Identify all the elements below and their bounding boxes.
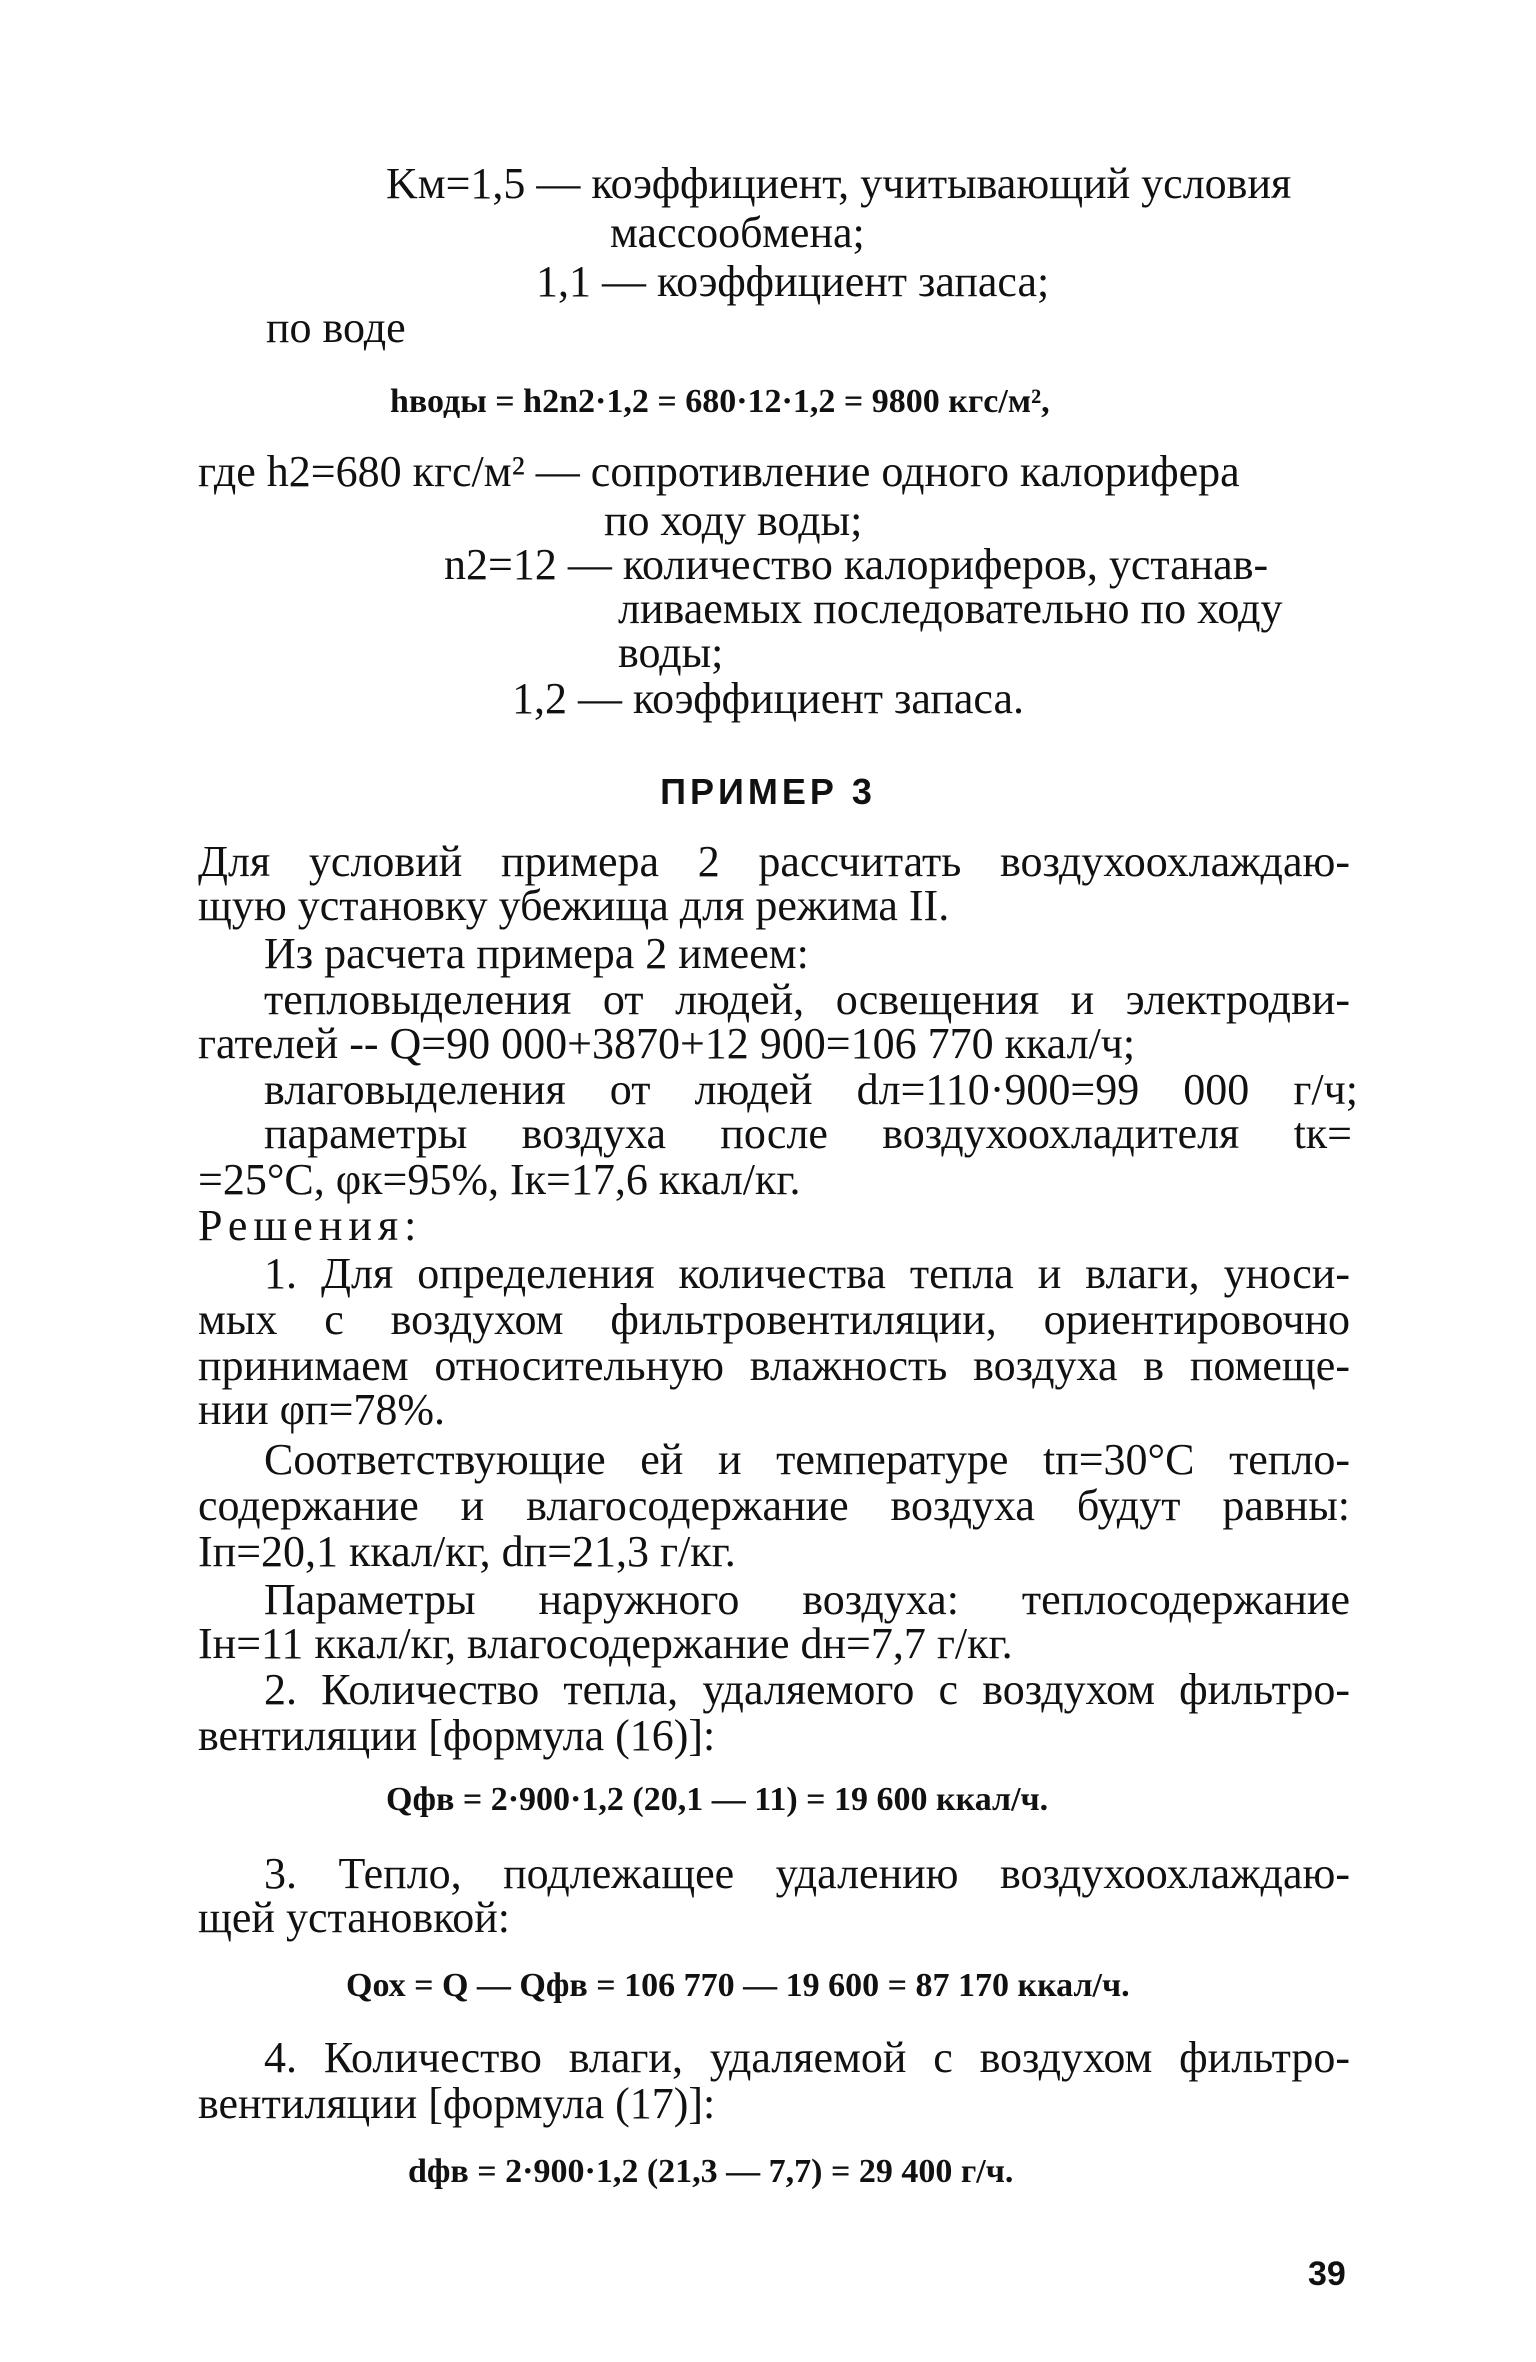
water-label: по воде xyxy=(266,303,406,352)
intro-line-2: щую установку убежища для режима II. xyxy=(198,881,950,930)
km-definition-continuation: массообмена; xyxy=(610,208,865,257)
step1-line-5: Соответствующие ей и температуре tп=30°C тепло- xyxy=(264,1435,1350,1484)
km-definition-line: Kм=1,5 — коэффициент, учитывающий условия xyxy=(386,159,1292,208)
step4-line-2: вентиляции [формула (17)]: xyxy=(198,2079,716,2128)
formula-moisture-filtration: dфв = 2·900·1,2 (21,3 — 7,7) = 29 400 г/ч. xyxy=(408,2153,1014,2190)
formula-heat-filtration: Qфв = 2·900·1,2 (20,1 — 11) = 19 600 ккал/ч. xyxy=(386,1781,1049,1818)
page-number: 39 xyxy=(1308,2255,1346,2293)
h2-definition-continuation: по ходу воды; xyxy=(604,496,863,545)
step3-line-1: 3. Тепло, подлежащее удалению воздухоохлаждаю- xyxy=(264,1849,1350,1898)
intro-line-4: тепловыделения от людей, освещения и электродви- xyxy=(264,975,1350,1024)
step1-line-9: Iн=11 ккал/кг, влагосодержание dн=7,7 г/кг. xyxy=(198,1619,1013,1668)
formula-heat-cooling: Qох = Q — Qфв = 106 770 — 19 600 = 87 170 ккал/ч. xyxy=(346,1967,1130,2004)
step1-line-3: принимаем относительную влажность воздуха в помеще- xyxy=(198,1341,1350,1390)
n2-definition-continuation-2: воды; xyxy=(618,628,724,677)
step1-line-4: нии φп=78%. xyxy=(198,1385,446,1434)
n2-definition-continuation: ливаемых последовательно по ходу xyxy=(618,584,1283,633)
n2-definition-line: n2=12 — количество калориферов, устанав- xyxy=(444,540,1269,589)
intro-line-6: влаговыделения от людей dл=110·900=99 000 г/ч; xyxy=(264,1065,1358,1114)
step2-line-1: 2. Количество тепла, удаляемого с воздухом фильтро- xyxy=(264,1665,1350,1714)
step1-line-6: содержание и влагосодержание воздуха будут равны: xyxy=(198,1481,1350,1530)
step1-line-1: 1. Для определения количества тепла и влаги, уноси- xyxy=(264,1249,1350,1298)
step1-line-2: мых с воздухом фильтровентиляции, ориентировочно xyxy=(198,1295,1350,1344)
intro-line-1: Для условий примера 2 рассчитать воздухоохлаждаю- xyxy=(198,837,1350,886)
intro-line-8: =25°C, φк=95%, Iк=17,6 ккал/кг. xyxy=(198,1155,801,1204)
step1-line-8: Параметры наружного воздуха: теплосодержание xyxy=(264,1575,1350,1624)
solution-label: Решения: xyxy=(198,1201,423,1250)
section-heading: ПРИМЕР 3 xyxy=(660,771,876,812)
intro-line-7: параметры воздуха после воздухоохладителя tк= xyxy=(264,1109,1352,1158)
step3-line-2: щей установкой: xyxy=(198,1893,511,1942)
intro-line-3: Из расчета примера 2 имеем: xyxy=(264,929,809,978)
h2-definition-line: где h2=680 кгс/м² — сопротивление одного калорифера xyxy=(198,447,1240,496)
step4-line-1: 4. Количество влаги, удаляемой с воздухом фильтро- xyxy=(264,2033,1350,2082)
water-reserve-coefficient-line: 1,2 — коэффициент запаса. xyxy=(512,674,1025,723)
step1-line-7: Iп=20,1 ккал/кг, dп=21,3 г/кг. xyxy=(198,1527,736,1576)
step2-line-2: вентиляции [формула (16)]: xyxy=(198,1711,716,1760)
formula-water-resistance: hводы = h2n2·1,2 = 680·12·1,2 = 9800 кгс/м², xyxy=(390,383,1050,420)
reserve-coefficient-line: 1,1 — коэффициент запаса; xyxy=(536,257,1050,306)
intro-line-5: гателей -- Q=90 000+3870+12 900=106 770 ккал/ч; xyxy=(198,1019,1136,1068)
